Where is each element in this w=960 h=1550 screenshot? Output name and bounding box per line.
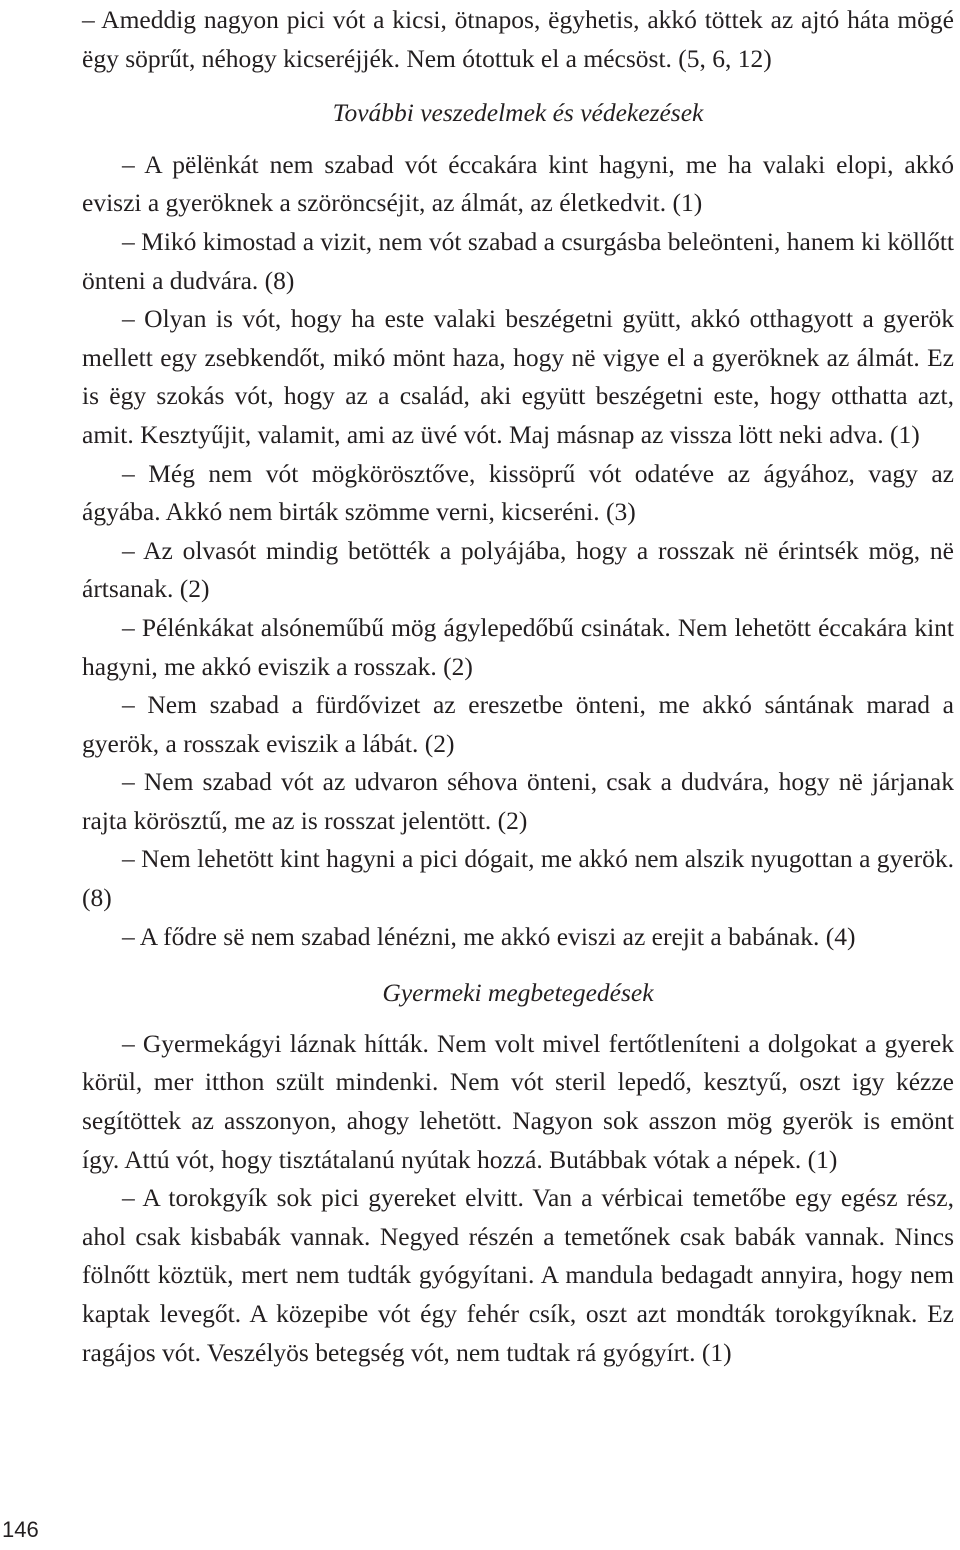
paragraph-2: – A pëlënkát nem szabad vót éccakára kint hagyni, me ha valaki elopi, akkó eviszi a gyeröknek a szöröncséjit, az álmát, az életkedvit. (1)	[82, 149, 954, 218]
paragraph-8: – Nem szabad a fürdővizet az ereszetbe önteni, me akkó sántának marad a gyerök, a rosszak eviszik a lábát. (2)	[82, 690, 954, 758]
section-heading-further-dangers: További veszedelmek és védekezések	[332, 98, 704, 128]
paragraph-3: – Mikó kimostad a vizit, nem vót szabad a csurgásba beleönteni, hanem ki köllőtt önteni a dudvára. (8)	[82, 226, 954, 295]
paragraph-11: – A fődre së nem szabad lénézni, me akkó eviszi az erejit a babának. (4)	[122, 921, 856, 951]
paragraph-0: – Ameddig nagyon pici vót a kicsi, ötnapos, ëgyhetis, akkó töttek az ajtó háta mögé ëgy söprűt, néhogy kicseréjjék. Nem ótottuk el a mécsöst. (5, 6, 12)	[82, 5, 954, 73]
paragraph-6: – Az olvasót mindig betötték a polyájába, hogy a rosszak në érintsék mög, në ártsanak. (2)	[82, 535, 954, 604]
paragraph-9: – Nem szabad vót az udvaron séhova önteni, csak a dudvára, hogy në járjanak rajta körösztű, me az is rosszat jelentött. (2)	[82, 767, 954, 835]
paragraph-10: – Nem lehetött kint hagyni a pici dógait, me akkó nem alszik nyugottan a gyerök. (8)	[82, 844, 954, 913]
paragraph-13: – Gyermekágyi láznak hítták. Nem volt mivel fertőtleníteni a dolgokat a gyerek körül, mer itthon szült mindenki. Nem vót steril lepedő, kesztyű, oszt igy kézze segítöttek az asszonyon, ahogy lehetött. Nagyon sok asszon mög gyerök is emönt így. Attú vót, hogy tisztátalanú nyútak hozzá. Butábbak vótak a népek. (1)	[82, 1028, 954, 1174]
paragraph-7: – Pélénkákat alsóneműbű mög ágylepedőbű csinátak. Nem lehetött éccakára kint hagyni, me akkó eviszik a rosszak. (2)	[82, 612, 954, 681]
paragraph-14: – A torokgyík sok pici gyereket elvitt. Van a vérbicai temetőbe egy egész rész, ahol csak kisbabák vannak. Negyed részén a temetőnek csak babák vannak. Nincs fölnőtt köztük, mert nem tudták gyógyítani. A mandula bedagadt annyira, hogy nem kaptak levegőt. A közepibe vót égy fehér csík, oszt azt mondták torokgyíknak. Ez ragájos vót. Veszélyös betegség vót, nem tudtak rá gyógyírt. (1)	[82, 1183, 954, 1367]
page-number: 146	[2, 1517, 39, 1542]
page-body	[82, 0, 954, 1372]
paragraph-4: – Olyan is vót, hogy ha este valaki beszégetni gyütt, akkó otthagyott a gyerök mellett egy zsebkendőt, mikó mönt haza, hogy në vigye el a gyeröknek az álmát. Ez is ëgy szokás vót, hogy az a család, aki együtt beszégetni este, hogy otthatta azt, amit. Kesztyűjit, valamit, ami az üvé vót. Maj másnap az vissza lött neki adva. (1)	[82, 304, 954, 449]
paragraph-5: – Még nem vót mögkörösztőve, kissöprű vót odatéve az ágyához, vagy az ágyába. Akkó nem birták szömme verni, kicseréni. (3)	[82, 458, 954, 527]
section-heading-childhood-illnesses: Gyermeki megbetegedések	[382, 978, 654, 1008]
